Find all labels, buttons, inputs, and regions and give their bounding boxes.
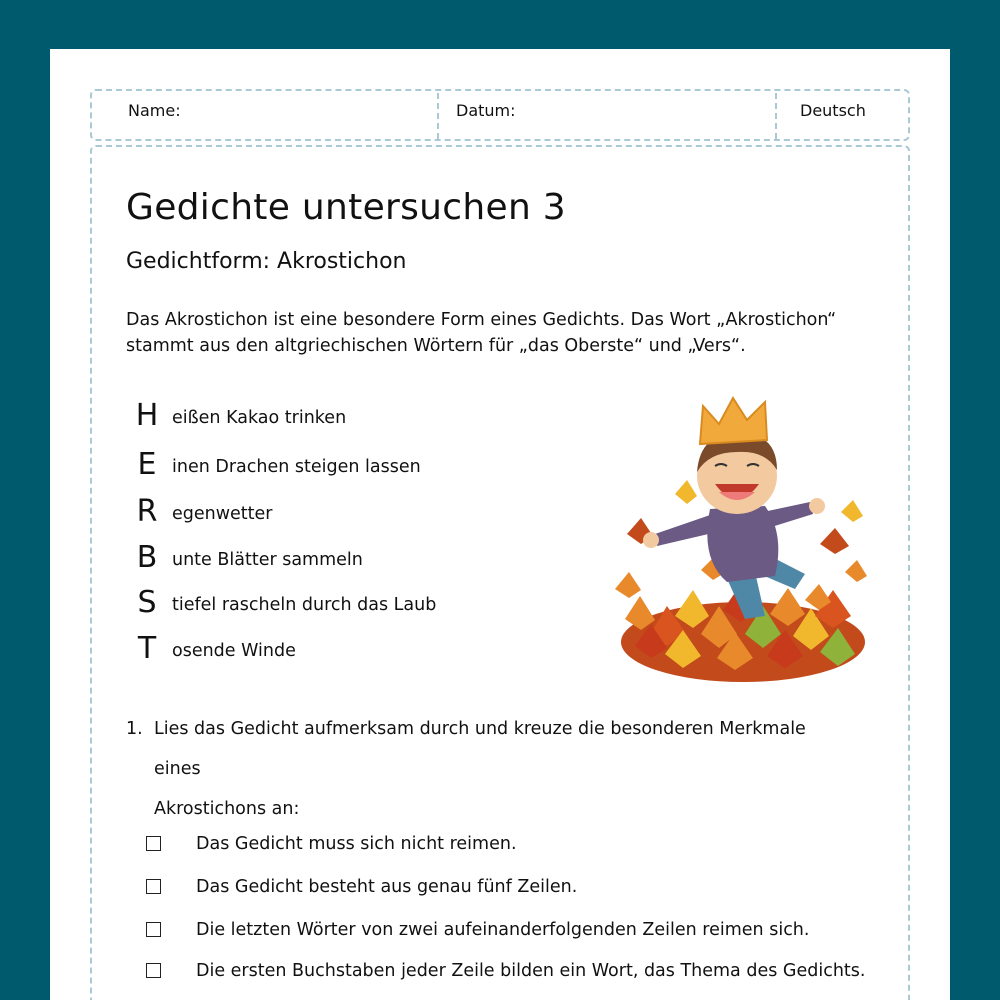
option-text: Die letzten Wörter von zwei aufeinanderfolgenden Zeilen reimen sich. [196, 920, 810, 940]
option-checkbox[interactable] [146, 836, 161, 851]
header-divider [775, 93, 777, 139]
acrostic-letter: R [136, 494, 158, 529]
acrostic-text: unte Blätter sammeln [172, 550, 363, 570]
option-text: Das Gedicht muss sich nicht reimen. [196, 834, 517, 854]
acrostic-letter: E [137, 447, 157, 482]
acrostic-letter: B [136, 540, 158, 575]
subject-label: Deutsch [800, 101, 866, 120]
intro-line: Das Akrostichon ist eine besondere Form eines Gedichts. Das Wort „Akrostichon“ [126, 310, 837, 330]
acrostic-text: inen Drachen steigen lassen [172, 457, 421, 477]
option-checkbox[interactable] [146, 963, 161, 978]
task-line: Lies das Gedicht aufmerksam durch und kreuze die besonderen Merkmale eines [154, 719, 806, 779]
intro-paragraph [126, 307, 846, 359]
header-divider [437, 93, 439, 139]
task-number: 1. [126, 719, 143, 739]
worksheet-page [50, 49, 950, 1000]
acrostic-text: osende Winde [172, 641, 296, 661]
acrostic-letter: T [137, 631, 157, 666]
page-title: Gedichte untersuchen 3 [126, 187, 567, 228]
acrostic-text: eißen Kakao trinken [172, 408, 347, 428]
acrostic-text: egenwetter [172, 504, 273, 524]
header-box [90, 89, 910, 141]
name-label: Name: [128, 101, 181, 120]
acrostic-letter: S [137, 585, 157, 620]
acrostic-text: tiefel rascheln durch das Laub [172, 595, 437, 615]
autumn-boy-jumping-in-leaves-icon [605, 384, 875, 694]
option-text: Die ersten Buchstaben jeder Zeile bilden ein Wort, das Thema des Gedichts. [196, 961, 866, 981]
option-text: Das Gedicht besteht aus genau fünf Zeilen. [196, 877, 578, 897]
option-checkbox[interactable] [146, 922, 161, 937]
intro-line: stammt aus den altgriechischen Wörtern für „das Oberste“ und „Vers“. [126, 336, 746, 356]
page-subtitle: Gedichtform: Akrostichon [126, 249, 407, 274]
date-label: Datum: [456, 101, 516, 120]
task-line: Akrostichons an: [154, 799, 300, 819]
acrostic-letter: H [135, 398, 159, 433]
option-checkbox[interactable] [146, 879, 161, 894]
